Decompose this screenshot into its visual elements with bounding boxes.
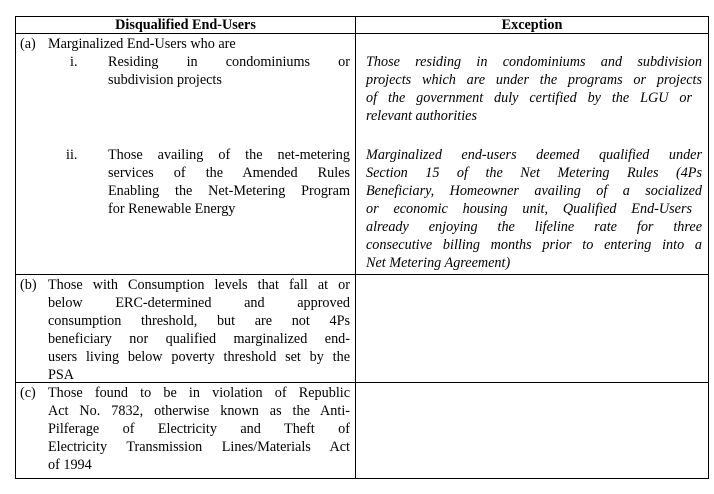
exception-ii-line-1: Marginalized end-users deemed qualified under bbox=[366, 147, 702, 163]
row-c-line-4: Electricity Transmission Lines/Materials Act bbox=[48, 439, 350, 455]
exception-i-line-4: relevant authorities bbox=[366, 108, 477, 124]
table-border-left bbox=[15, 16, 16, 479]
exception-ii-line-3: Beneficiary, Homeowner availing of a socialized bbox=[366, 183, 702, 199]
item-ii-line-3: Enabling the Net-Metering Program bbox=[108, 183, 350, 199]
exception-i-line-2: projects which are under the programs or projects bbox=[366, 72, 702, 88]
row-a-intro: Marginalized End-Users who are bbox=[48, 36, 236, 52]
row-a-marker: (a) bbox=[20, 36, 36, 52]
table-border-right bbox=[708, 16, 709, 479]
item-ii-line-2: services of the Amended Rules bbox=[108, 165, 350, 181]
row-b-line-5: users living below poverty threshold set by the bbox=[48, 349, 350, 365]
row-b-line-3: consumption threshold, but are not 4Ps bbox=[48, 313, 350, 329]
exception-i-line-1: Those residing in condominiums and subdivision bbox=[366, 54, 702, 70]
header-exception: Exception bbox=[501, 17, 563, 33]
column-divider bbox=[355, 16, 356, 479]
row-c-line-2: Act No. 7832, otherwise known as the Anti- bbox=[48, 403, 350, 419]
table-border-bottom bbox=[15, 478, 709, 479]
item-i-numeral: i. bbox=[70, 54, 78, 70]
exception-ii-line-2: Section 15 of the Net Metering Rules (4Ps bbox=[366, 165, 702, 181]
item-ii-line-4: for Renewable Energy bbox=[108, 201, 236, 217]
item-i-line-1: Residing in condominiums or bbox=[108, 54, 350, 70]
exception-ii-line-7: Net Metering Agreement) bbox=[366, 255, 511, 271]
row-b-line-4: beneficiary nor qualified marginalized end- bbox=[48, 331, 350, 347]
row-b-line-6: PSA bbox=[48, 367, 75, 383]
row-c-line-5: of 1994 bbox=[48, 457, 92, 473]
exception-ii-line-5: already enjoying the lifeline rate for three bbox=[366, 219, 702, 235]
item-ii-numeral: ii. bbox=[66, 147, 78, 163]
row-divider-b bbox=[15, 382, 709, 383]
row-b-marker: (b) bbox=[20, 277, 37, 293]
row-b-line-2: below ERC-determined and approved bbox=[48, 295, 350, 311]
header-disqualified-end-users: Disqualified End-Users bbox=[115, 17, 256, 33]
row-divider-a bbox=[15, 274, 709, 275]
item-ii-line-1: Those availing of the net-metering bbox=[108, 147, 350, 163]
exception-ii-line-4: or economic housing unit, Qualified End-Users bbox=[366, 201, 692, 217]
row-b-line-1: Those with Consumption levels that fall at or bbox=[48, 277, 350, 293]
row-c-line-3: Pilferage of Electricity and Theft of bbox=[48, 421, 350, 437]
exception-i-line-3: of the government duly certified by the LGU or bbox=[366, 90, 692, 106]
exception-ii-line-6: consecutive billing months prior to entering into a bbox=[366, 237, 702, 253]
item-i-line-2: subdivision projects bbox=[108, 72, 222, 88]
row-c-marker: (c) bbox=[20, 385, 36, 401]
row-c-line-1: Those found to be in violation of Republic bbox=[48, 385, 350, 401]
